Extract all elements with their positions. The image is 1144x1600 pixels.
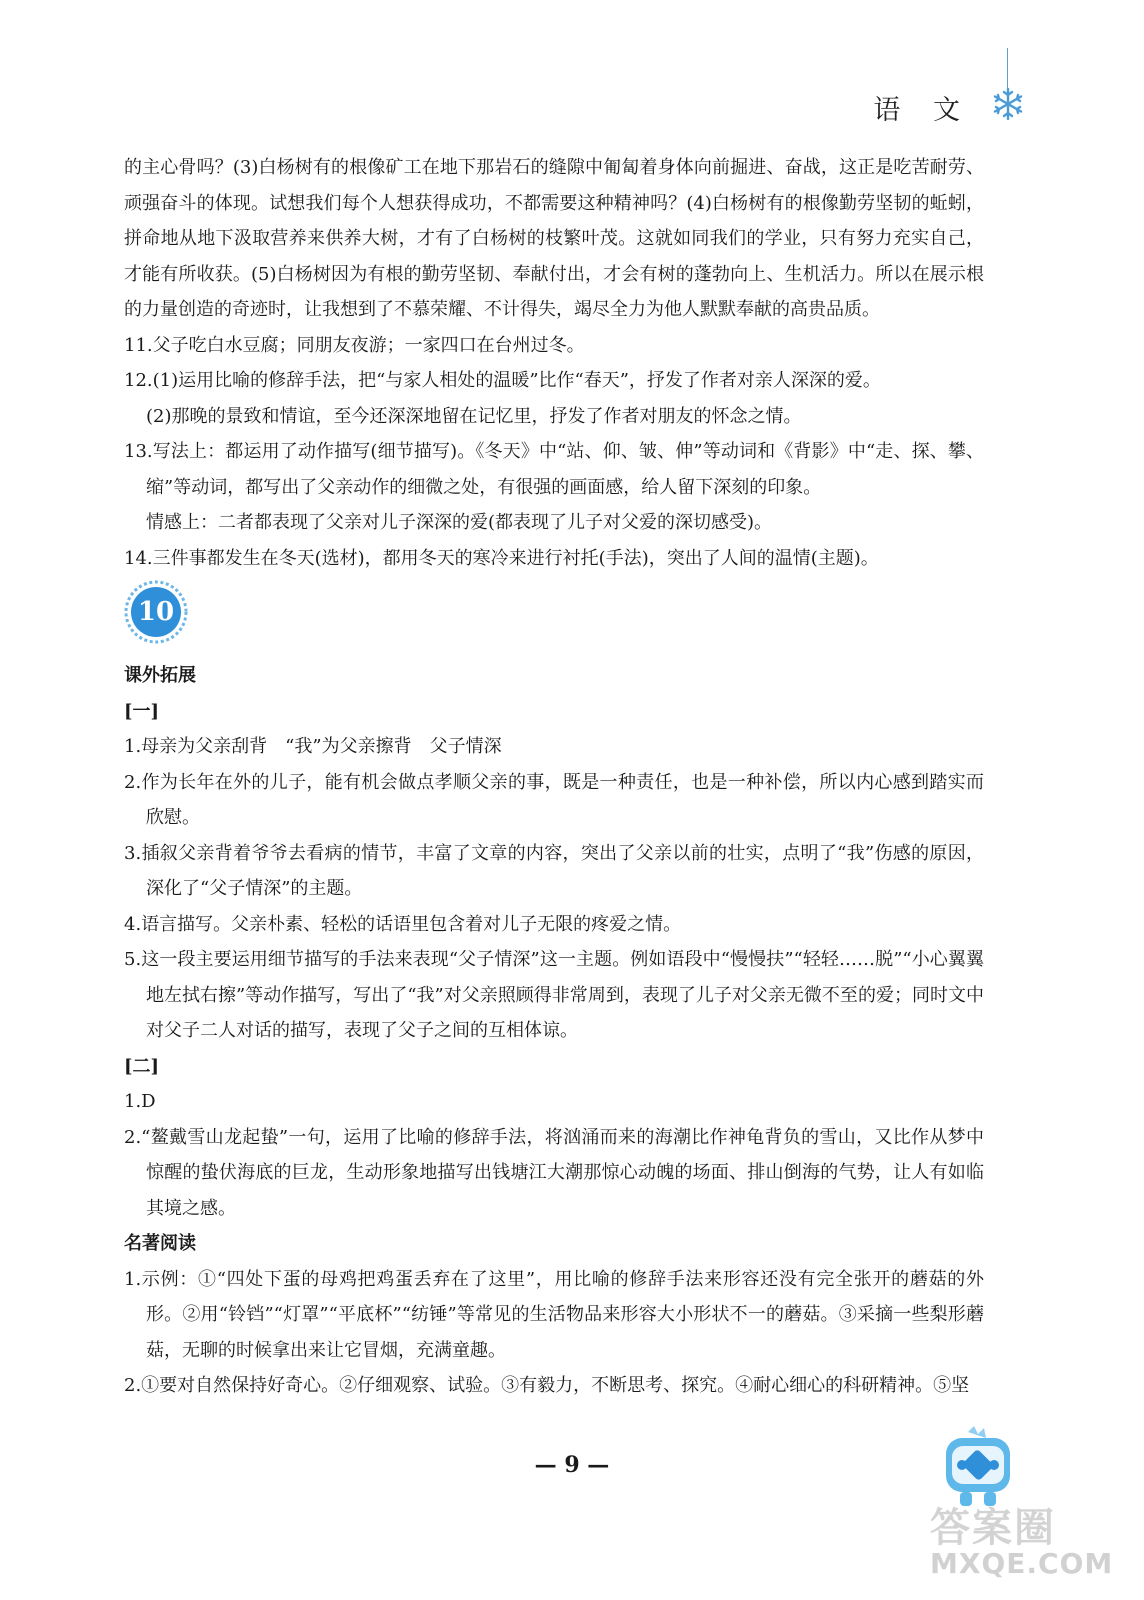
part1-label: [一] xyxy=(124,700,160,722)
watermark-logo: 答案圈 xyxy=(930,1505,1056,1551)
snowflake-icon xyxy=(990,86,1026,122)
part2-answer-1: 1.D xyxy=(124,1091,156,1112)
intro-paragraph: 的主心骨吗？(3)白杨树有的根像矿工在地下那岩石的缝隙中匍匐着身体向前掘进、奋战，这正是吃苦耐劳、顽强奋斗的体现。试想我们每个人想获得成功，不都需要这种精神吗？(4)白杨树有的根像勤劳坚韧的蚯蚓，拼命地从地下汲取营养来供养大树，才有了白杨树的枝繁叶茂。这就如同我们的学业，只有努力充实自己，才能有所收获。(5)白杨树因为有根的勤劳坚韧、奉献付出，才会有树的蓬勃向上、生机活力。所以在展示根的力量创造的奇迹时，让我想到了不慕荣耀、不计得失，竭尽全力为他人默默奉献的高贵品质。 xyxy=(124,157,984,320)
part2-answer-2: 2.“鳌戴雪山龙起蛰”一句，运用了比喻的修辞手法，将汹涌而来的海潮比作神龟背负的雪山，又比作从梦中惊醒的蛰伏海底的巨龙，生动形象地描写出钱塘江大潮那惊心动魄的场面、排山倒海的气势，让人有如临其境之感。 xyxy=(124,1126,984,1219)
classics-answer-1: 1.示例：①“四处下蛋的母鸡把鸡蛋丢弃在了这里”，用比喻的修辞手法来形容还没有完全张开的蘑菇的外形。②用“铃铛”“灯罩”“平底杯”“纺锤”等常见的生活物品来形容大小形状不一的蘑菇。③采摘一些梨形蘑菇，无聊的时候拿出来让它冒烟，充满童趣。 xyxy=(124,1268,984,1361)
ext-answer-3: 3.插叙父亲背着爷爷去看病的情节，丰富了文章的内容，突出了父亲以前的壮实，点明了“我”伤感的原因，深化了“父子情深”的主题。 xyxy=(124,842,984,899)
answer-11: 11.父子吃白水豆腐；同朋友夜游；一家四口在台州过冬。 xyxy=(124,334,585,356)
answer-13-1: 13.写法上：都运用了动作描写(细节描写)。《冬天》中“站、仰、皱、伸”等动词和《背影》中“走、探、攀、缩”等动词，都写出了父亲动作的细微之处，有很强的画面感，给人留下深刻的印象。 xyxy=(124,441,984,498)
ext-answer-4: 4.语言描写。父亲朴素、轻松的话语里包含着对儿子无限的疼爱之情。 xyxy=(124,913,682,935)
watermark xyxy=(930,1496,1140,1580)
ext-answer-5: 5.这一段主要运用细节描写的手法来表现“父子情深”这一主题。例如语段中“慢慢扶”“轻轻……脱”“小心翼翼地左拭右擦”等动作描写，写出了“我”对父亲照顾得非常周到，表现了儿子对父亲无微不至的爱；同时文中对父子二人对话的描写，表现了父子之间的互相体谅。 xyxy=(124,949,984,1041)
page-number: — 9 — xyxy=(534,1452,610,1478)
heading-extension: 课外拓展 xyxy=(124,665,196,686)
header-rule xyxy=(1007,48,1008,88)
answer-12-1: 12.(1)运用比喻的修辞手法，把“与家人相处的温暖”比作“春天”，抒发了作者对亲人深深的爱。 xyxy=(124,370,881,391)
part2-label: [二] xyxy=(124,1055,160,1077)
ext-answer-2: 2.作为长年在外的儿子，能有机会做点孝顺父亲的事，既是一种责任，也是一种补偿，所以内心感到踏实而欣慰。 xyxy=(124,771,984,828)
answer-content xyxy=(124,150,984,1404)
answer-14: 14.三件事都发生在冬天(选材)，都用冬天的寒冷来进行衬托(手法)，突出了人间的温情(主题)。 xyxy=(124,547,879,569)
watermark-url: MXQE.COM xyxy=(930,1547,1114,1580)
ext-answer-1: 1.母亲为父亲刮背 “我”为父亲擦背 父子情深 xyxy=(124,736,502,757)
classics-answer-2: 2.①要对自然保持好奇心。②仔细观察、试验。③有毅力，不断思考、探究。④耐心细心的科研精神。⑤坚 xyxy=(124,1375,970,1396)
subject-title: 语 文 xyxy=(873,95,972,126)
badge-number: 10 xyxy=(137,597,175,627)
lesson-badge xyxy=(124,576,984,658)
answer-12-2: (2)那晚的景致和情谊，至今还深深地留在记忆里，抒发了作者对朋友的怀念之情。 xyxy=(146,405,802,427)
heading-classics: 名著阅读 xyxy=(124,1233,196,1254)
answer-13-2: 情感上：二者都表现了父亲对儿子深深的爱(都表现了儿子对父爱的深切感受)。 xyxy=(146,512,773,533)
